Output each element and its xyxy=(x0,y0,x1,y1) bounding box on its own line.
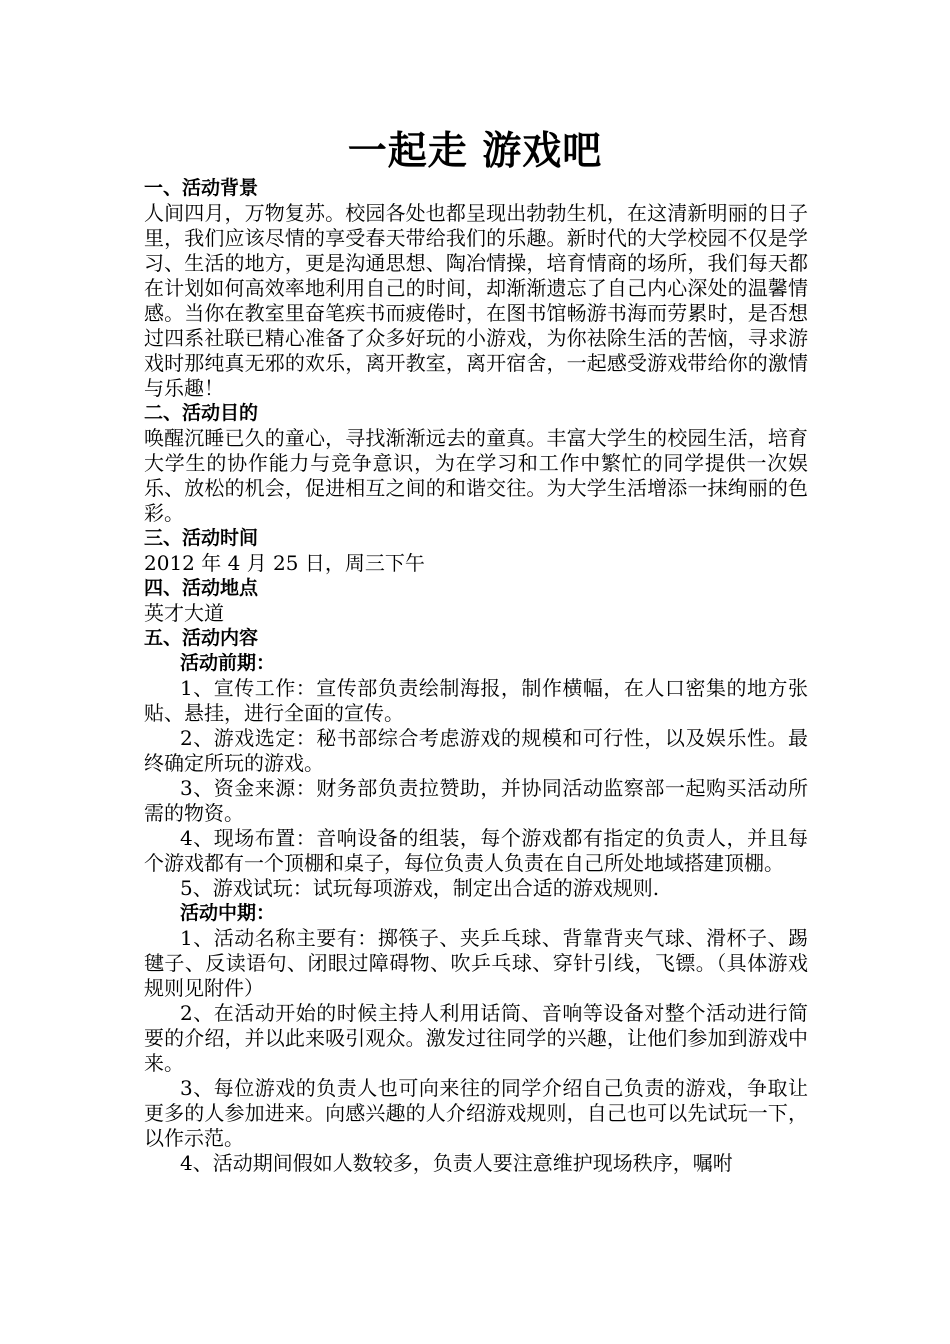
section-heading-time: 三、活动时间 xyxy=(144,527,259,549)
section-heading-background: 一、活动背景 xyxy=(144,177,259,199)
section-heading-content: 五、活动内容 xyxy=(144,627,259,649)
pre-item: 5、游戏试玩：试玩每项游戏，制定出合适的游戏规则. xyxy=(180,876,660,900)
purpose-paragraph: 唤醒沉睡已久的童心，寻找渐渐远去的童真。丰富大学生的校园生活，培育大学生的协作能力与竞争意识，为在学习和工作中繁忙的同学提供一次娱乐、放松的机会，促进相互之间的和谐交往。为大学生活增添一抹绚丽的色彩。 xyxy=(144,426,808,525)
document-body xyxy=(144,176,808,1176)
pre-phase-heading: 活动前期： xyxy=(180,652,276,674)
mid-phase-heading: 活动中期： xyxy=(180,902,276,924)
mid-item: 1、活动名称主要有：掷筷子、夹乒乓球、背靠背夹气球、滑杯子、踢毽子、反读语句、闭眼过障碍物、吹乒乓球、穿针引线，飞镖。（具体游戏规则见附件） xyxy=(144,926,808,1000)
background-paragraph: 人间四月，万物复苏。校园各处也都呈现出勃勃生机，在这清新明丽的日子里，我们应该尽情的享受春天带给我们的乐趣。新时代的大学校园不仅是学习、生活的地方，更是沟通思想、陶冶情操，培育情商的场所，我们每天都在计划如何高效率地利用自己的时间，却渐渐遗忘了自己内心深处的温馨情感。当你在教室里奋笔疾书而疲倦时，在图书馆畅游书海而劳累时，是否想过四系社联已精心准备了众多好玩的小游戏，为你祛除生活的苦恼，寻求游戏时那纯真无邪的欢乐，离开教室，离开宿舍，一起感受游戏带给你的激情与乐趣！ xyxy=(144,201,808,400)
document-title: 一起走 游戏吧 xyxy=(347,129,603,174)
mid-item: 3、每位游戏的负责人也可向来往的同学介绍自己负责的游戏，争取让更多的人参加进来。向感兴趣的人介绍游戏规则，自己也可以先试玩一下，以作示范。 xyxy=(144,1076,808,1150)
pre-item: 3、资金来源：财务部负责拉赞助，并协同活动监察部一起购买活动所需的物资。 xyxy=(144,776,808,825)
pre-item: 2、游戏选定：秘书部综合考虑游戏的规模和可行性，以及娱乐性。最终确定所玩的游戏。 xyxy=(144,726,808,775)
section-heading-place: 四、活动地点 xyxy=(144,577,259,599)
time-paragraph: 2012 年 4 月 25 日，周三下午 xyxy=(144,551,425,575)
mid-item: 4、活动期间假如人数较多，负责人要注意维护现场秩序，嘱咐 xyxy=(180,1151,733,1175)
place-paragraph: 英才大道 xyxy=(144,601,224,625)
section-heading-purpose: 二、活动目的 xyxy=(144,402,259,424)
mid-item: 2、在活动开始的时候主持人利用话筒、音响等设备对整个活动进行简要的介绍，并以此来吸引观众。激发过往同学的兴趣，让他们参加到游戏中来。 xyxy=(144,1001,808,1075)
pre-item: 4、现场布置：音响设备的组装，每个游戏都有指定的负责人，并且每个游戏都有一个顶棚和桌子，每位负责人负责在自己所处地域搭建顶棚。 xyxy=(144,826,808,875)
pre-item: 1、宣传工作：宣传部负责绘制海报，制作横幅，在人口密集的地方张贴、悬挂，进行全面的宣传。 xyxy=(144,676,808,725)
